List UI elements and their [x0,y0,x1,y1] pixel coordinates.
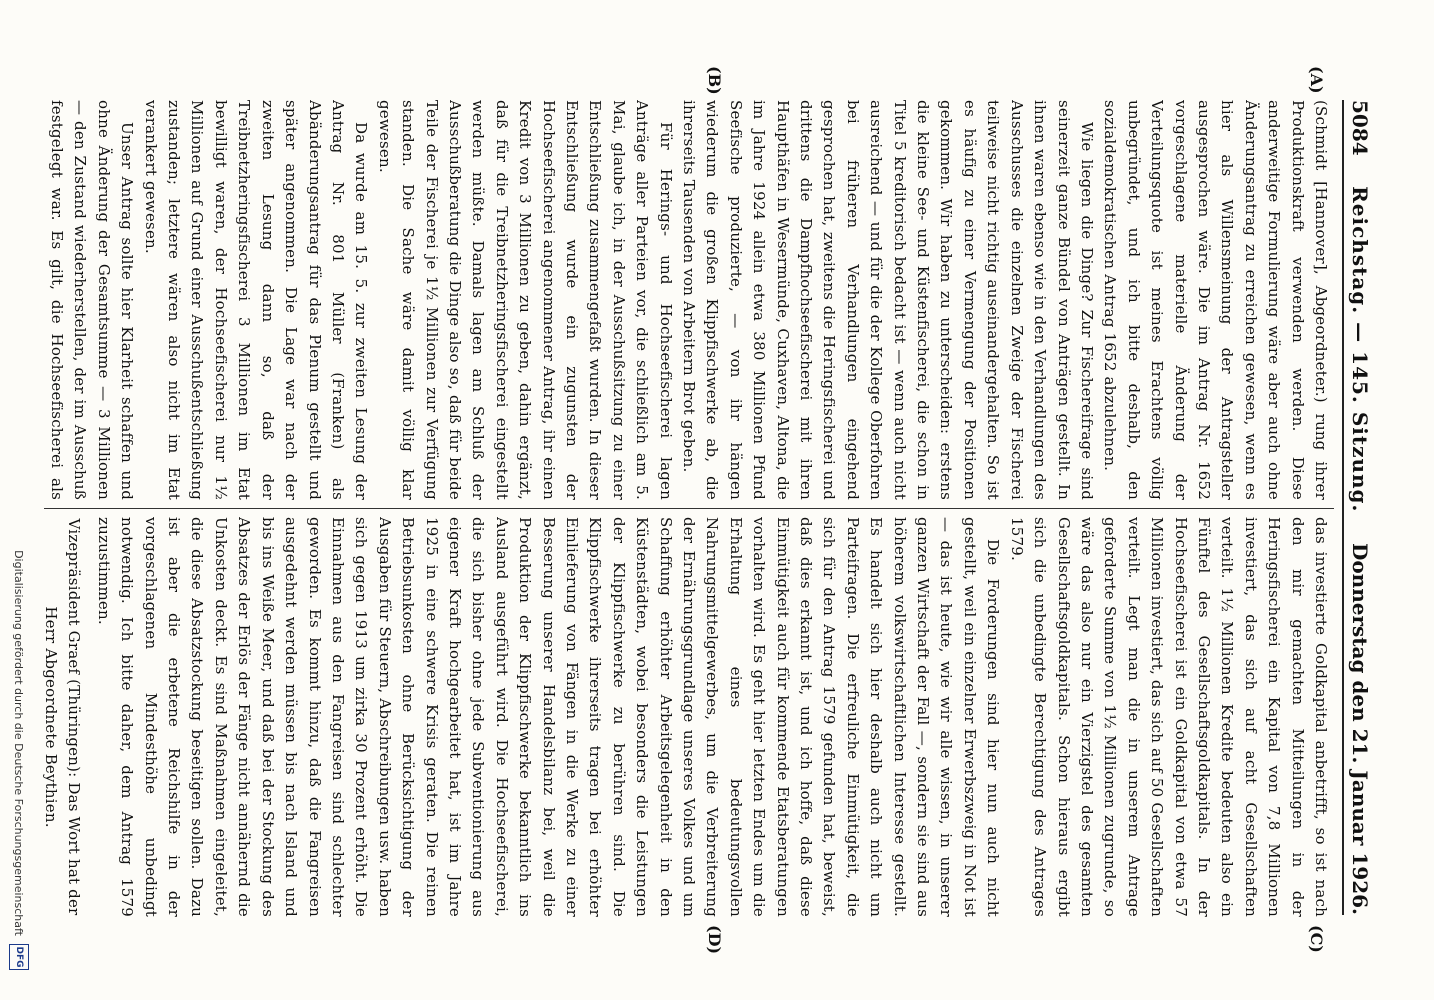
margin-mark-d: (D) [705,925,724,955]
page-number: 5084 [1348,100,1372,156]
session-title: Reichstag. — 145. Sitzung. [1348,186,1372,513]
right-column [42,517,1332,917]
paragraph: das investierte Goldkapital anbetrifft, so ist nach den mir gemachten Mitteilungen in der Heringsfischerei ein Kapital von 7,8 Millionen investiert, das sich auf acht Gesellschaften verteilt. 1½ Millionen Kredite bedeuten also ein Fünftel des Gesellschaftsgoldkapitals. In der Hochseefischerei ist ein Goldkapital von etwa 57 Millionen investiert, das sich auf 50 Gesellschaften verteilt. Legt man die in unserem Antrage geforderte Summe von 1½ Millionen zugrunde, so wäre das also nur ein Vierzigstel des gesamten Gesellschaftsgoldkapitals. Schon hieraus ergibt sich die unbedingte Berechtigung des Antrages 1579. [1007,517,1330,917]
paragraph: (Schmidt [Hannover], Abgeordneter.) rung ihrer Produktionskraft verwenden werden. Diese anderweitige Formulierung wäre aber auch ohne Änderungsantrag zu erreichen gewesen, wenn es hier als Willensmeinung der Antragsteller ausgesprochen wäre. Die im Antrag Nr. 1652 vorgeschlagene materielle Änderung der Verteilungsquote ist meines Erachtens völlig unbegründet, und ich bitte deshalb, den sozialdemokratischen Antrag 1652 abzulehnen. [1101,100,1330,500]
column-divider [44,508,1334,509]
margin-mark-a: (A) [1307,66,1326,94]
margin-mark-b: (B) [705,66,724,95]
paragraph: Unser Antrag sollte hier Klarheit schaffen und ohne Änderung der Gesamtsumme — 3 Millionen — den Zustand wiederherstellen, der im Ausschuß festgelegt war. Es gilt, die Hochseefischerei als [48,100,137,500]
speaker-introduction: Vizepräsident Graef (Thüringen): Das Wort hat der Herr Abgeordnete Beythien. [42,518,84,916]
paragraph: Da wurde am 15. 5. zur zweiten Lesung der Antrag Nr. 801 Müller (Franken) als Abänderungsantrag für das Plenum gestellt und später angenommen. Die Lage war nach der zweiten Lesung dann so, daß der Treibnetzheringsfischerei 3 Millionen im Etat bewilligt waren, der Hochseefischerei nur 1½ Millionen auf Grund einer Ausschußentschließung zustanden; letztere wären also nicht im Etat verankert gewesen. [141,100,371,500]
funding-credit: Digitalisierung gefördert durch die Deutsche Forschungsgemeinschaft [12,550,26,936]
session-date: Donnerstag den 21. Januar 1926. [1348,543,1372,915]
dfg-logo-icon: DFG [9,944,29,970]
page-header [1342,100,1376,915]
left-column [42,100,1332,500]
margin-mark-c: (C) [1307,925,1326,953]
paragraph: Für Herings- und Hochseefischerei lagen Anträge aller Parteien vor, die schließlich am 5. Mai, glaube ich, in der Ausschußsitzung zu einer Entschließung zusammengefaßt wurden. In dieser Entschließung wurde ein zugunsten der Hochseefischerei angenommener Antrag, ihr einen Kredit von 3 Millionen zu geben, dahin ergänzt, daß für die Treibnetzheringsfischerei eingestellt werden müßte. Damals lagen am Schluß der Ausschußberatung die Dinge also so, daß für beide Teile der Fischerei je 1½ Millionen zur Verfügung standen. Die Sache wäre damit völlig klar gewesen. [375,100,675,500]
digitization-footer [8,40,30,970]
paragraph: Die Forderungen sind hier nun auch nicht gestellt, weil ein einzelner Erwerbszweig in Not ist — das ist heute, wie wir alle wissen, in unserer ganzen Wirtschaft der Fall —, sondern sie sind aus höherem volkswirtschaftlichen Interesse gestellt. Es handelt sich hier deshalb auch nicht um Parteifragen. Die erfreuliche Einmütigkeit, die sich für den Antrag 1579 gefunden hat, beweist, daß dies erkannt ist, und ich hoffe, daß diese Einmütigkeit auch für kommende Etatsberatungen vorhalten wird. Es geht hier letzten Endes um die Erhaltung eines bedeutungsvollen Nahrungsmittelgewerbes, um die Verbreiterung der Ernährungsgrundlage unseres Volkes und um Schaffung erhöhter Arbeitsgelegenheit in den Küstenstädten, wobei besonders die Leistungen der Klippfischwerke zu berühren sind. Die Klippfischwerke ihrerseits tragen bei erhöhter Einlieferung von Fängen in die Werke zu einer Besserung unserer Handelsbilanz bei, weil die Produktion der Klippfischwerke bekanntlich ins Ausland ausgeführt wird. Die Hochseefischerei, die sich bisher ohne jede Subventionierung aus eigener Kraft hochgearbeitet hat, ist im Jahre 1925 in eine schwere Krisis geraten. Die reinen Betriebsunkosten ohne Berücksichtigung der Ausgaben für Steuern, Abschreibungen usw. haben sich gegen 1913 um zirka 30 Prozent erhöht. Die Einnahmen aus den Fangreisen sind schlechter geworden. Es kommt hinzu, daß die Fangreisen ausgedehnt werden müssen bis nach Island und bis ins Weiße Meer, und daß bei der Stockung des Absatzes der Erlös der Fänge nicht annähernd die Unkosten deckt. Es sind Maßnahmen eingeleitet, die diese Absatzstockung beseitigen sollen. Dazu ist aber die erbetene Reichshilfe in der vorgeschlagenen Mindesthöhe unbedingt notwendig. Ich bitte daher, dem Antrag 1579 zuzustimmen. [94,517,1003,917]
paragraph: Wie liegen die Dinge? Zur Fischereifrage sind seinerzeit ganze Bündel von Anträgen gestellt. In ihnen waren ebenso wie in den Verhandlungen des Ausschusses die einzelnen Zweige der Fischerei teilweise nicht richtig auseinandergehalten. So ist es häufig zu einer Vermengung der Positionen gekommen. Wir haben zu unterscheiden: erstens die kleine See- und Küstenfischerei, die schon in Titel 5 kreditorisch bedacht ist — wenn auch nicht ausreichend — und für die der Kollege Oberfohren bei früheren Verhandlungen eingehend gesprochen hat, zweitens die Heringsfischerei und drittens die Dampfhochseefischerei mit ihren Haupthäfen in Wesermünde, Cuxhaven, Altona, die im Jahre 1924 allein etwa 380 Millionen Pfund Seefische produzierte, — von ihr hängen wiederum die großen Klippfischwerke ab, die ihrerseits Tausenden von Arbeitern Brot geben. [680,100,1096,500]
